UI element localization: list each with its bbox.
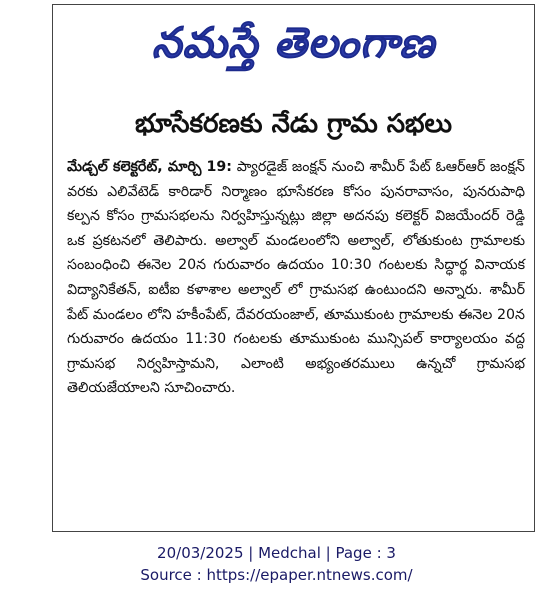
newspaper-masthead: నమస్తే తెలంగాణ	[151, 18, 436, 67]
clipping-footer	[0, 542, 553, 586]
article-dateline: మేడ్చల్ కలెక్టరేట్, మార్చి 19:	[67, 159, 232, 175]
source-link: Source : https://epaper.ntnews.com/	[140, 566, 413, 584]
news-clipping	[52, 4, 535, 532]
article-body	[67, 155, 525, 401]
article-headline: భూసేకరణకు నేడు గ్రామ సభలు	[134, 109, 452, 139]
article-text: ప్యారడైజ్ జంక్షన్ నుంచి శామీర్ పేట్ ఓఆర్ఆర్ జంక్షన్ వరకు ఎలివేటెడ్ కారిడార్ నిర్మాణం భూసేకరణ కోసం పునరావాసం, పునరుపాధి కల్పన కోసం గ్రామసభలను నిర్వహిస్తున్నట్లు జిల్లా అదనపు కలెక్టర్ విజయేందర్ రెడ్డి ఒక ప్రకటనలో తెలిపారు. అల్వాల్ మండలంలోని అల్వాల్, లోతుకుంట గ్రామాలకు సంబంధించి ఈనెల 20న గురువారం ఉదయం 10:30 గంటలకు సిద్ధార్థ వినాయక విద్యానికేతన్, ఐటీఐ కళాశాల అల్వాల్ లో గ్రామసభ ఉంటుందని అన్నారు. శామీర్ పేట్ మండలం లోని హకీంపేట్, దేవరయంజాల్, తూముకుంట గ్రామాలకు ఈనెల 20న గురువారం ఉదయం 11:30 గంటలకు తూముకుంట మున్సిపల్ కార్యాలయం వద్ద గ్రామసభ నిర్వహిస్తామని, ఎలాంటి అభ్యంతరములు ఉన్నచో గ్రామసభ తెలియజేయాలని సూచించారు.	[67, 159, 525, 397]
edition-info: 20/03/2025 | Medchal | Page : 3	[157, 544, 396, 562]
